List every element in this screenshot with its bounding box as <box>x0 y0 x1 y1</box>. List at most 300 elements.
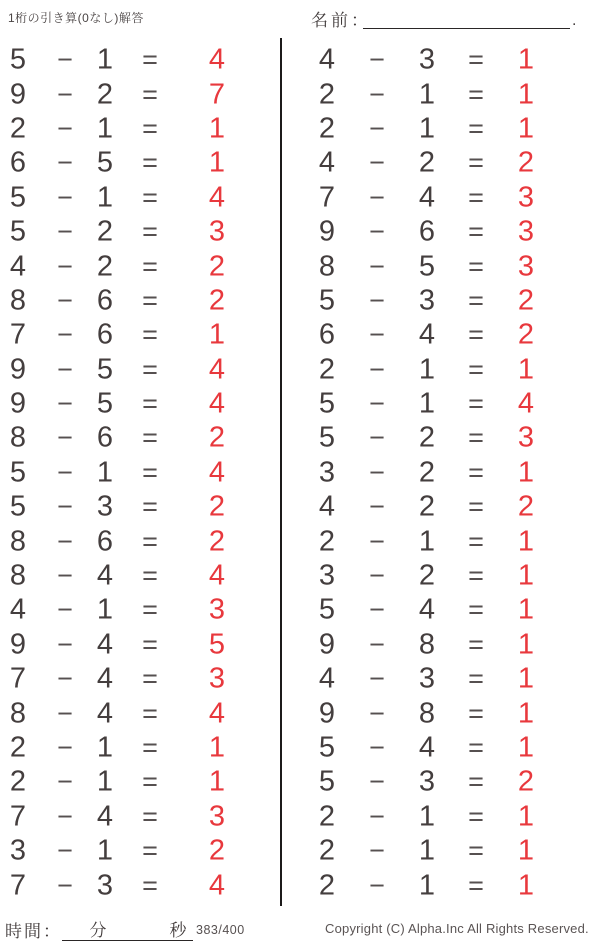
equals-sign: = <box>468 285 484 316</box>
problem-row <box>0 421 281 455</box>
minuend: 5 <box>9 43 27 76</box>
minuend: 2 <box>318 800 336 833</box>
problem-row <box>0 387 281 421</box>
minus-sign: − <box>57 216 73 247</box>
minus-sign: − <box>369 182 385 213</box>
minus-sign: − <box>57 801 73 832</box>
equals-sign: = <box>468 491 484 522</box>
minus-sign: − <box>369 560 385 591</box>
answer: 2 <box>208 250 226 283</box>
equals-sign: = <box>142 835 158 866</box>
minuend: 5 <box>9 456 27 489</box>
answer: 2 <box>208 284 226 317</box>
answer: 1 <box>517 559 535 592</box>
problem-row <box>0 524 281 558</box>
answer: 1 <box>517 731 535 764</box>
answer: 1 <box>517 869 535 902</box>
subtrahend: 1 <box>96 593 114 626</box>
equals-sign: = <box>468 251 484 282</box>
problem-row <box>0 318 281 352</box>
name-line-period: . <box>572 12 577 29</box>
equals-sign: = <box>142 698 158 729</box>
subtrahend: 1 <box>96 43 114 76</box>
minus-sign: − <box>57 79 73 110</box>
minus-sign: − <box>57 491 73 522</box>
answer: 1 <box>517 456 535 489</box>
equals-sign: = <box>142 285 158 316</box>
minuend: 5 <box>318 421 336 454</box>
answer: 1 <box>517 525 535 558</box>
minus-sign: − <box>57 835 73 866</box>
subtrahend: 1 <box>96 834 114 867</box>
answer: 4 <box>208 456 226 489</box>
equals-sign: = <box>468 319 484 350</box>
minuend: 9 <box>9 353 27 386</box>
equals-sign: = <box>142 44 158 75</box>
minuend: 6 <box>318 318 336 351</box>
subtrahend: 6 <box>96 421 114 454</box>
problem-row <box>281 868 600 902</box>
minus-sign: − <box>57 698 73 729</box>
equals-sign: = <box>468 732 484 763</box>
subtrahend: 4 <box>96 800 114 833</box>
minus-sign: − <box>57 285 73 316</box>
equals-sign: = <box>142 732 158 763</box>
subtrahend: 2 <box>96 215 114 248</box>
minuend: 4 <box>9 250 27 283</box>
answer: 1 <box>208 146 226 179</box>
problem-row <box>0 456 281 490</box>
problem-row <box>281 524 600 558</box>
subtrahend: 2 <box>418 421 436 454</box>
minuend: 7 <box>9 800 27 833</box>
problem-row <box>281 593 600 627</box>
equals-sign: = <box>142 319 158 350</box>
minus-sign: − <box>57 44 73 75</box>
problem-row <box>281 215 600 249</box>
equals-sign: = <box>142 457 158 488</box>
minus-sign: − <box>369 388 385 419</box>
minus-sign: − <box>57 457 73 488</box>
answer: 7 <box>208 78 226 111</box>
minuend: 9 <box>9 78 27 111</box>
subtrahend: 1 <box>418 112 436 145</box>
subtrahend: 3 <box>418 662 436 695</box>
equals-sign: = <box>468 801 484 832</box>
minuend: 2 <box>9 765 27 798</box>
subtrahend: 1 <box>418 800 436 833</box>
problem-row <box>0 43 281 77</box>
answer: 4 <box>208 559 226 592</box>
answer: 3 <box>517 215 535 248</box>
answer: 1 <box>517 593 535 626</box>
minuend: 4 <box>318 146 336 179</box>
equals-sign: = <box>468 698 484 729</box>
minus-sign: − <box>57 354 73 385</box>
minus-sign: − <box>369 457 385 488</box>
equals-sign: = <box>142 182 158 213</box>
problem-row <box>281 456 600 490</box>
answer: 2 <box>208 421 226 454</box>
equals-sign: = <box>142 422 158 453</box>
equals-sign: = <box>468 44 484 75</box>
minuend: 5 <box>318 387 336 420</box>
problem-row <box>0 112 281 146</box>
subtrahend: 2 <box>96 250 114 283</box>
minuend: 3 <box>318 559 336 592</box>
subtrahend: 1 <box>418 353 436 386</box>
minus-sign: − <box>57 147 73 178</box>
answer: 2 <box>208 834 226 867</box>
equals-sign: = <box>468 594 484 625</box>
minus-sign: − <box>369 285 385 316</box>
minus-sign: − <box>369 766 385 797</box>
minus-sign: − <box>369 251 385 282</box>
minuend: 5 <box>318 765 336 798</box>
subtrahend: 1 <box>96 112 114 145</box>
equals-sign: = <box>468 835 484 866</box>
copyright-text: Copyright (C) Alpha.Inc All Rights Reserved. <box>325 921 589 936</box>
minuend: 8 <box>9 525 27 558</box>
minus-sign: − <box>369 870 385 901</box>
minus-sign: − <box>369 629 385 660</box>
problem-row <box>0 731 281 765</box>
subtrahend: 8 <box>418 628 436 661</box>
minuend: 8 <box>9 559 27 592</box>
subtrahend: 3 <box>418 765 436 798</box>
minuend: 2 <box>318 834 336 867</box>
answer: 1 <box>517 662 535 695</box>
minus-sign: − <box>369 113 385 144</box>
problem-row <box>0 284 281 318</box>
problem-row <box>281 112 600 146</box>
equals-sign: = <box>142 526 158 557</box>
answer: 3 <box>208 215 226 248</box>
name-blank-line <box>363 11 570 29</box>
minuend: 8 <box>9 697 27 730</box>
minus-sign: − <box>369 44 385 75</box>
name-label: 名前： <box>311 11 371 30</box>
problem-row <box>0 215 281 249</box>
answer: 5 <box>208 628 226 661</box>
equals-sign: = <box>468 216 484 247</box>
subtrahend: 2 <box>418 490 436 523</box>
minus-sign: − <box>57 629 73 660</box>
answer: 3 <box>517 250 535 283</box>
time-blank-line <box>62 922 193 941</box>
minuend: 5 <box>318 284 336 317</box>
minus-sign: − <box>57 113 73 144</box>
equals-sign: = <box>142 388 158 419</box>
problem-row <box>0 559 281 593</box>
subtrahend: 4 <box>418 318 436 351</box>
problem-row <box>0 353 281 387</box>
subtrahend: 1 <box>96 456 114 489</box>
minuend: 4 <box>318 490 336 523</box>
equals-sign: = <box>142 870 158 901</box>
equals-sign: = <box>142 629 158 660</box>
equals-sign: = <box>468 79 484 110</box>
problem-row <box>0 628 281 662</box>
minuend: 2 <box>9 731 27 764</box>
problem-row <box>281 318 600 352</box>
page-number: 383/400 <box>196 923 245 937</box>
minus-sign: − <box>369 732 385 763</box>
subtrahend: 6 <box>96 525 114 558</box>
answer: 1 <box>517 78 535 111</box>
subtrahend: 2 <box>418 146 436 179</box>
subtrahend: 8 <box>418 697 436 730</box>
minuend: 9 <box>318 215 336 248</box>
minuend: 3 <box>9 834 27 867</box>
minus-sign: − <box>369 663 385 694</box>
subtrahend: 3 <box>96 490 114 523</box>
subtrahend: 1 <box>418 387 436 420</box>
answer: 4 <box>208 697 226 730</box>
minuend: 6 <box>9 146 27 179</box>
minuend: 4 <box>318 43 336 76</box>
equals-sign: = <box>468 354 484 385</box>
answer: 1 <box>517 800 535 833</box>
minus-sign: − <box>57 594 73 625</box>
answer: 2 <box>517 490 535 523</box>
minuend: 8 <box>318 250 336 283</box>
problem-row <box>281 421 600 455</box>
subtrahend: 2 <box>418 559 436 592</box>
subtrahend: 1 <box>418 834 436 867</box>
problem-row <box>281 353 600 387</box>
minuend: 9 <box>318 697 336 730</box>
problem-row <box>0 765 281 799</box>
subtrahend: 6 <box>96 318 114 351</box>
minus-sign: − <box>369 79 385 110</box>
minus-sign: − <box>57 422 73 453</box>
problem-row <box>281 43 600 77</box>
equals-sign: = <box>142 560 158 591</box>
problem-row <box>281 77 600 111</box>
subtrahend: 5 <box>96 387 114 420</box>
minuend: 7 <box>318 181 336 214</box>
problems-column-right <box>281 43 600 903</box>
problem-row <box>281 800 600 834</box>
problem-row <box>281 662 600 696</box>
problem-row <box>281 628 600 662</box>
subtrahend: 3 <box>418 284 436 317</box>
minuend: 7 <box>9 869 27 902</box>
minus-sign: − <box>369 835 385 866</box>
minus-sign: − <box>57 663 73 694</box>
equals-sign: = <box>468 113 484 144</box>
minuend: 8 <box>9 421 27 454</box>
minus-sign: − <box>369 491 385 522</box>
seconds-label: 秒 <box>169 921 187 940</box>
equals-sign: = <box>142 594 158 625</box>
answer: 1 <box>208 112 226 145</box>
minus-sign: − <box>369 147 385 178</box>
minuend: 5 <box>318 731 336 764</box>
answer: 2 <box>208 525 226 558</box>
answer: 3 <box>517 421 535 454</box>
equals-sign: = <box>142 113 158 144</box>
minuend: 9 <box>9 628 27 661</box>
minus-sign: − <box>57 388 73 419</box>
time-label: 時間： <box>5 922 62 941</box>
minus-sign: − <box>369 422 385 453</box>
minus-sign: − <box>369 594 385 625</box>
answer: 2 <box>208 490 226 523</box>
answer: 3 <box>208 800 226 833</box>
subtrahend: 5 <box>96 353 114 386</box>
minuend: 8 <box>9 284 27 317</box>
equals-sign: = <box>142 801 158 832</box>
subtrahend: 3 <box>418 43 436 76</box>
minus-sign: − <box>57 319 73 350</box>
equals-sign: = <box>142 251 158 282</box>
subtrahend: 1 <box>96 765 114 798</box>
minuend: 3 <box>318 456 336 489</box>
problem-row <box>0 249 281 283</box>
minus-sign: − <box>369 698 385 729</box>
subtrahend: 5 <box>96 146 114 179</box>
subtrahend: 2 <box>96 78 114 111</box>
subtrahend: 1 <box>96 731 114 764</box>
minuend: 5 <box>9 215 27 248</box>
minus-sign: − <box>57 251 73 282</box>
problem-row <box>0 662 281 696</box>
minuend: 5 <box>9 181 27 214</box>
minuend: 2 <box>318 525 336 558</box>
equals-sign: = <box>142 663 158 694</box>
minus-sign: − <box>57 560 73 591</box>
answer: 4 <box>208 869 226 902</box>
answer: 3 <box>208 593 226 626</box>
minuend: 9 <box>318 628 336 661</box>
problems-column-left <box>0 43 281 903</box>
problem-row <box>281 387 600 421</box>
minus-sign: − <box>57 870 73 901</box>
subtrahend: 4 <box>96 628 114 661</box>
answer: 4 <box>208 43 226 76</box>
answer: 4 <box>208 181 226 214</box>
subtrahend: 1 <box>418 869 436 902</box>
answer: 2 <box>517 146 535 179</box>
subtrahend: 6 <box>418 215 436 248</box>
subtrahend: 4 <box>96 559 114 592</box>
answer: 2 <box>517 318 535 351</box>
equals-sign: = <box>468 422 484 453</box>
minuend: 7 <box>9 662 27 695</box>
minus-sign: − <box>369 801 385 832</box>
minuend: 4 <box>9 593 27 626</box>
minus-sign: − <box>369 526 385 557</box>
minus-sign: − <box>57 182 73 213</box>
equals-sign: = <box>468 629 484 660</box>
answer: 1 <box>517 834 535 867</box>
answer: 4 <box>517 387 535 420</box>
problem-row <box>0 77 281 111</box>
problem-row <box>0 146 281 180</box>
problem-row <box>281 731 600 765</box>
minuend: 5 <box>318 593 336 626</box>
problem-row <box>281 559 600 593</box>
answer: 3 <box>208 662 226 695</box>
problem-row <box>0 593 281 627</box>
answer: 4 <box>208 353 226 386</box>
answer: 1 <box>517 697 535 730</box>
subtrahend: 1 <box>418 525 436 558</box>
subtrahend: 4 <box>418 593 436 626</box>
minuend: 7 <box>9 318 27 351</box>
equals-sign: = <box>468 526 484 557</box>
minutes-label: 分 <box>89 921 107 940</box>
minuend: 2 <box>318 869 336 902</box>
subtrahend: 4 <box>96 697 114 730</box>
equals-sign: = <box>142 79 158 110</box>
problem-row <box>281 146 600 180</box>
subtrahend: 1 <box>96 181 114 214</box>
equals-sign: = <box>142 147 158 178</box>
answer: 2 <box>517 765 535 798</box>
answer: 1 <box>208 318 226 351</box>
answer: 2 <box>517 284 535 317</box>
subtrahend: 2 <box>418 456 436 489</box>
page-title: 1桁の引き算(0なし)解答 <box>8 11 144 25</box>
problem-row <box>281 284 600 318</box>
subtrahend: 6 <box>96 284 114 317</box>
answer: 1 <box>517 353 535 386</box>
answer: 1 <box>517 112 535 145</box>
minuend: 2 <box>318 112 336 145</box>
subtrahend: 4 <box>418 731 436 764</box>
equals-sign: = <box>468 870 484 901</box>
minus-sign: − <box>57 526 73 557</box>
problem-row <box>281 249 600 283</box>
subtrahend: 4 <box>96 662 114 695</box>
minuend: 2 <box>318 78 336 111</box>
problem-row <box>0 181 281 215</box>
answer: 1 <box>208 765 226 798</box>
equals-sign: = <box>468 147 484 178</box>
equals-sign: = <box>468 560 484 591</box>
equals-sign: = <box>468 388 484 419</box>
problem-row <box>281 834 600 868</box>
answer: 3 <box>517 181 535 214</box>
problem-row <box>0 800 281 834</box>
minus-sign: − <box>57 732 73 763</box>
equals-sign: = <box>468 663 484 694</box>
subtrahend: 5 <box>418 250 436 283</box>
equals-sign: = <box>142 354 158 385</box>
problem-row <box>0 868 281 902</box>
minuend: 5 <box>9 490 27 523</box>
problem-row <box>0 490 281 524</box>
minuend: 4 <box>318 662 336 695</box>
minus-sign: − <box>369 319 385 350</box>
equals-sign: = <box>468 766 484 797</box>
equals-sign: = <box>142 216 158 247</box>
problem-row <box>281 490 600 524</box>
subtrahend: 1 <box>418 78 436 111</box>
problem-row <box>281 765 600 799</box>
problem-row <box>0 834 281 868</box>
subtrahend: 4 <box>418 181 436 214</box>
answer: 4 <box>208 387 226 420</box>
problem-row <box>0 696 281 730</box>
problem-row <box>281 181 600 215</box>
minuend: 2 <box>9 112 27 145</box>
minus-sign: − <box>369 354 385 385</box>
answer: 1 <box>517 628 535 661</box>
